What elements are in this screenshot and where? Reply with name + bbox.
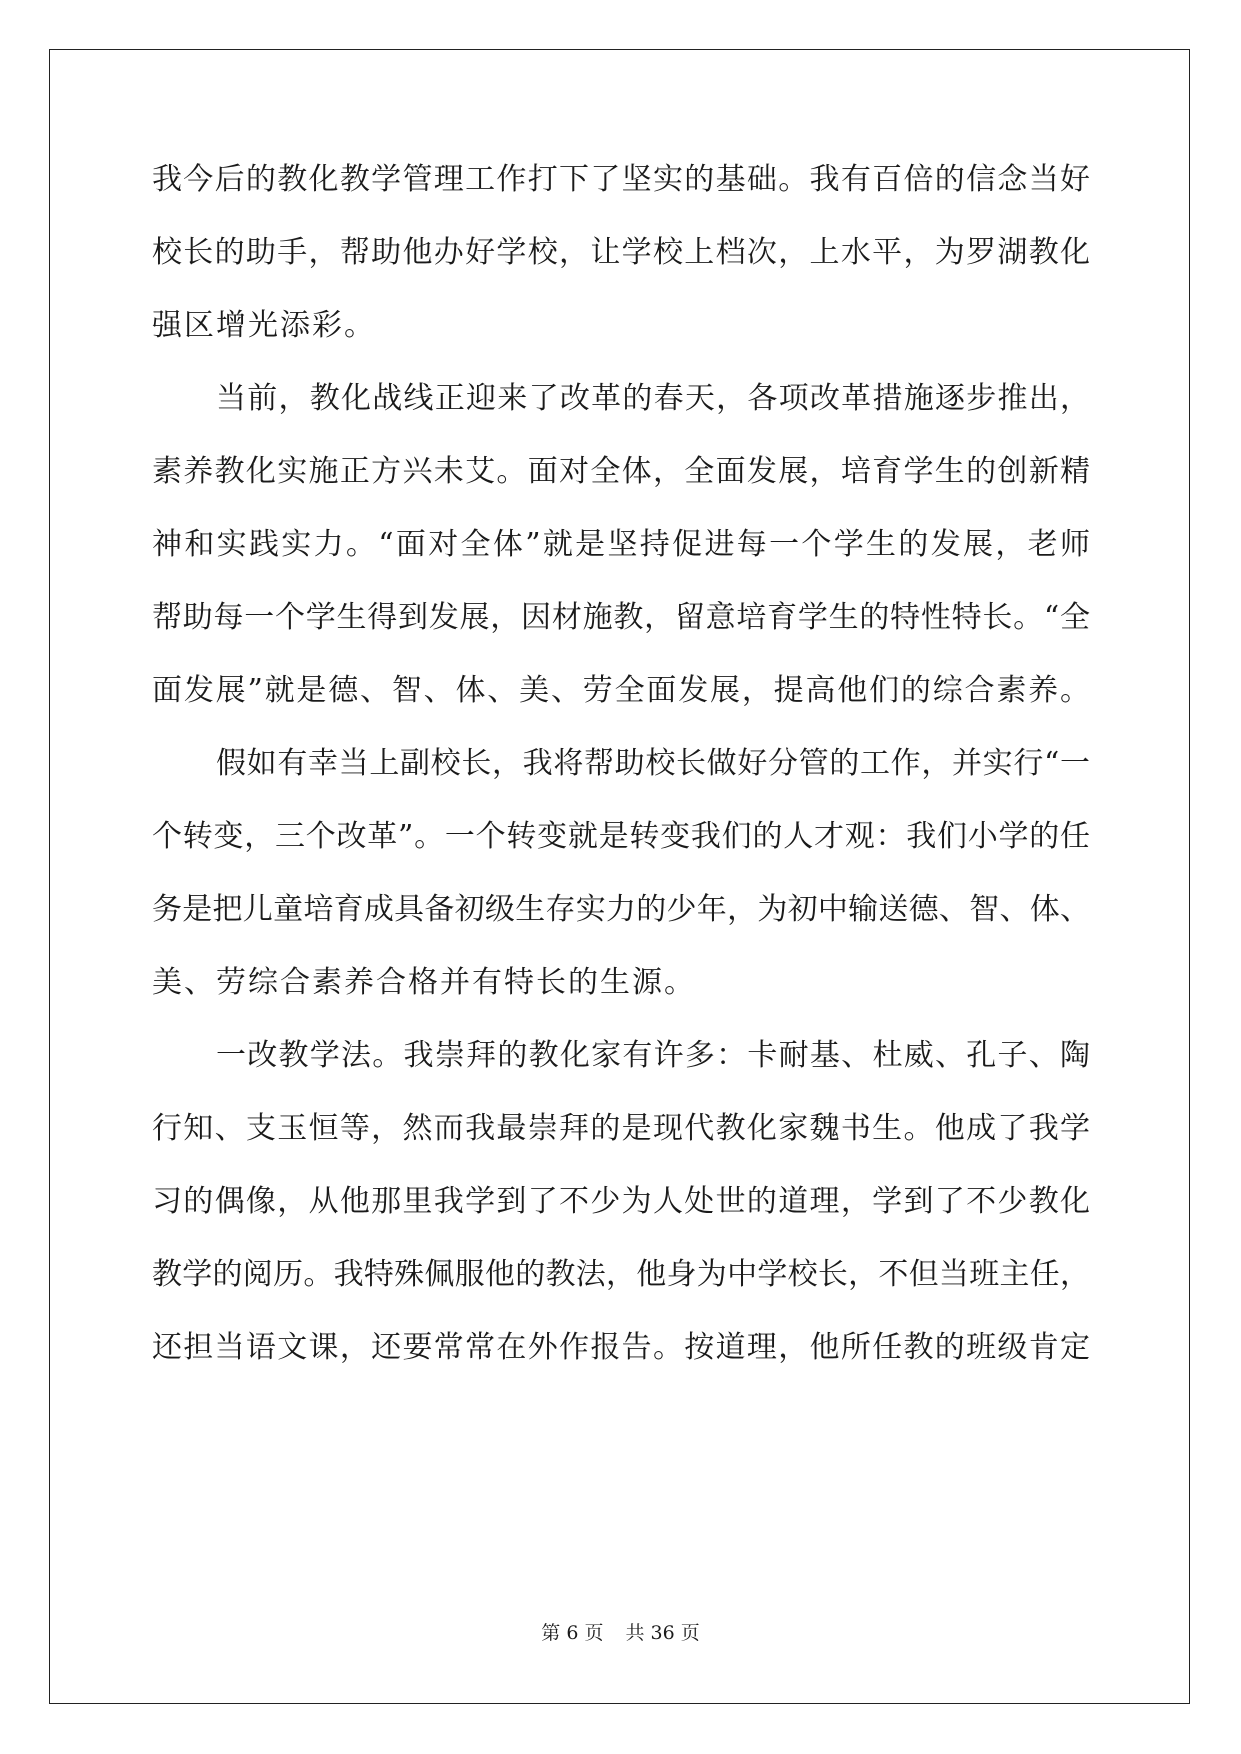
text-line: 帮助每一个学生得到发展，因材施教，留意培育学生的特性特长。“全 bbox=[152, 600, 1090, 635]
page-number: 第 6 页 bbox=[541, 1622, 604, 1644]
page-frame bbox=[49, 49, 1190, 1704]
text-line: 一改教学法。我崇拜的教化家有许多：卡耐基、杜威、孔子、陶 bbox=[216, 1038, 1090, 1073]
text-line: 还担当语文课，还要常常在外作报告。按道理，他所任教的班级肯定 bbox=[152, 1330, 1090, 1365]
text-line: 行知、支玉恒等，然而我最崇拜的是现代教化家魏书生。他成了我学 bbox=[152, 1111, 1090, 1146]
text-line: 神和实践实力。“面对全体”就是坚持促进每一个学生的发展，老师 bbox=[152, 527, 1090, 562]
text-line: 习的偶像，从他那里我学到了不少为人处世的道理，学到了不少教化 bbox=[152, 1184, 1090, 1219]
text-line: 我今后的教化教学管理工作打下了坚实的基础。我有百倍的信念当好 bbox=[152, 162, 1090, 197]
text-line: 当前，教化战线正迎来了改革的春天，各项改革措施逐步推出， bbox=[216, 381, 1090, 416]
text-line: 素养教化实施正方兴未艾。面对全体，全面发展，培育学生的创新精 bbox=[152, 454, 1090, 489]
page-total: 共 36 页 bbox=[625, 1622, 700, 1644]
text-line: 面发展”就是德、智、体、美、劳全面发展，提高他们的综合素养。 bbox=[152, 673, 1090, 708]
text-line: 个转变，三个改革”。一个转变就是转变我们的人才观：我们小学的任 bbox=[152, 819, 1090, 854]
text-line: 教学的阅历。我特殊佩服他的教法，他身为中学校长，不但当班主任， bbox=[152, 1257, 1090, 1292]
text-line: 美、劳综合素养合格并有特长的生源。 bbox=[152, 965, 696, 1000]
text-line: 校长的助手，帮助他办好学校，让学校上档次，上水平，为罗湖教化 bbox=[152, 235, 1090, 270]
text-line: 强区增光添彩。 bbox=[152, 308, 376, 343]
text-line: 假如有幸当上副校长，我将帮助校长做好分管的工作，并实行“一 bbox=[216, 746, 1090, 781]
text-line: 务是把儿童培育成具备初级生存实力的少年，为初中输送德、智、体、 bbox=[152, 892, 1090, 927]
page-footer bbox=[0, 1621, 1241, 1645]
